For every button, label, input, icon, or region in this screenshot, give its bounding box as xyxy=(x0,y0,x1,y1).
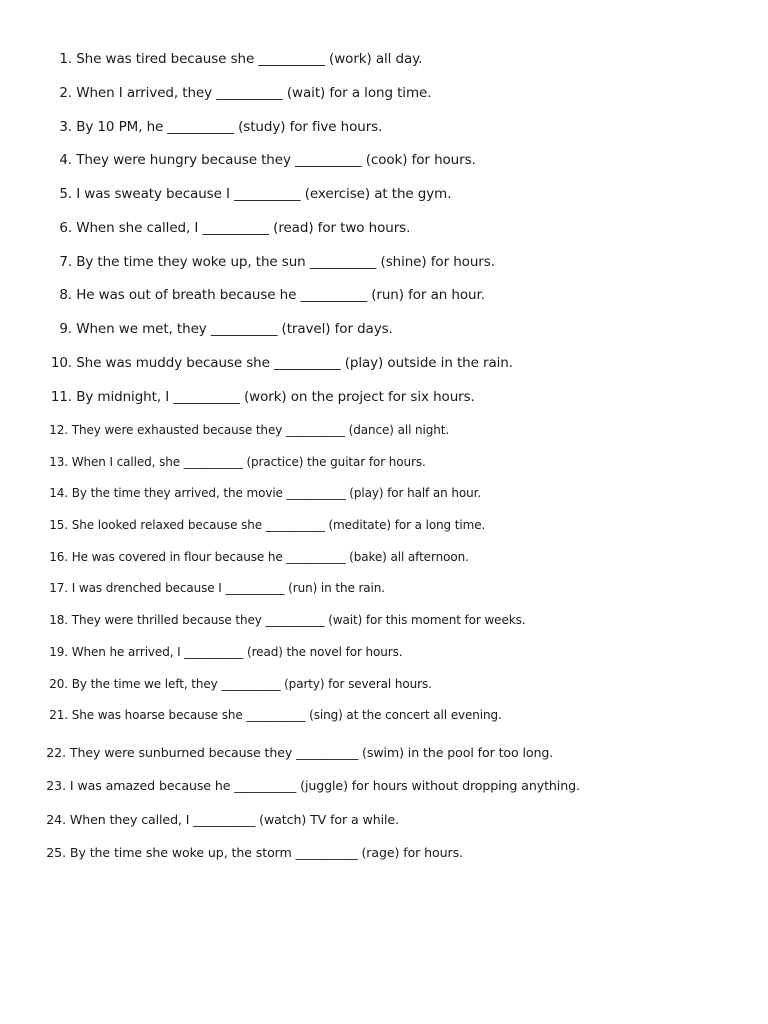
item-sentence: When I called, she __________ (practice) the guitar for hours. xyxy=(68,455,426,469)
exercise-item-19 xyxy=(42,645,403,659)
item-number: 19. xyxy=(49,645,68,659)
item-sentence: They were sunburned because they __________ (swim) in the pool for too long. xyxy=(66,745,554,760)
exercise-item-14 xyxy=(42,486,481,500)
item-number: 13. xyxy=(49,455,68,469)
exercise-item-22 xyxy=(42,745,553,760)
item-number: 4. xyxy=(59,152,72,168)
exercise-item-25 xyxy=(42,845,463,860)
exercise-item-18 xyxy=(42,613,525,627)
item-sentence: By midnight, I __________ (work) on the project for six hours. xyxy=(72,389,475,405)
item-sentence: They were hungry because they __________ (cook) for hours. xyxy=(72,152,476,168)
exercise-item-8 xyxy=(42,287,485,303)
item-number: 24. xyxy=(46,812,66,827)
exercise-item-21 xyxy=(42,708,502,722)
exercise-item-17 xyxy=(42,581,385,595)
item-number: 11. xyxy=(50,389,72,405)
item-sentence: By the time she woke up, the storm __________ (rage) for hours. xyxy=(66,845,463,860)
item-sentence: By the time they arrived, the movie __________ (play) for half an hour. xyxy=(68,486,482,500)
exercise-item-24 xyxy=(42,812,399,827)
exercise-item-12 xyxy=(42,423,449,437)
exercise-item-6 xyxy=(42,220,410,236)
item-number: 17. xyxy=(49,581,68,595)
exercise-item-13 xyxy=(42,455,426,469)
item-number: 20. xyxy=(49,677,68,691)
item-number: 8. xyxy=(59,287,72,303)
item-sentence: When they called, I __________ (watch) TV for a while. xyxy=(66,812,399,827)
item-number: 12. xyxy=(49,423,68,437)
item-sentence: I was drenched because I __________ (run) in the rain. xyxy=(68,581,385,595)
item-sentence: They were exhausted because they __________ (dance) all night. xyxy=(68,423,450,437)
exercise-item-20 xyxy=(42,677,432,691)
item-number: 23. xyxy=(46,778,66,793)
item-sentence: By the time they woke up, the sun __________ (shine) for hours. xyxy=(72,254,495,270)
item-sentence: I was sweaty because I __________ (exercise) at the gym. xyxy=(72,186,452,202)
exercise-item-16 xyxy=(42,550,469,564)
exercise-item-23 xyxy=(42,778,580,793)
item-number: 18. xyxy=(49,613,68,627)
item-number: 16. xyxy=(49,550,68,564)
item-number: 15. xyxy=(49,518,68,532)
exercise-item-7 xyxy=(42,254,495,270)
item-sentence: They were thrilled because they __________ (wait) for this moment for weeks. xyxy=(68,613,526,627)
exercise-item-9 xyxy=(42,321,393,337)
item-sentence: She was hoarse because she __________ (sing) at the concert all evening. xyxy=(68,708,502,722)
item-sentence: When I arrived, they __________ (wait) for a long time. xyxy=(72,85,432,101)
item-number: 9. xyxy=(59,321,72,337)
item-number: 1. xyxy=(59,51,72,67)
item-number: 7. xyxy=(59,254,72,270)
item-number: 2. xyxy=(59,85,72,101)
item-number: 3. xyxy=(59,119,72,135)
item-sentence: By 10 PM, he __________ (study) for five hours. xyxy=(72,119,383,135)
exercise-item-3 xyxy=(42,119,382,135)
item-sentence: He was out of breath because he __________ (run) for an hour. xyxy=(72,287,485,303)
exercise-item-2 xyxy=(42,85,431,101)
item-number: 6. xyxy=(59,220,72,236)
item-number: 25. xyxy=(46,845,66,860)
item-sentence: She was tired because she __________ (work) all day. xyxy=(72,51,423,67)
item-sentence: She looked relaxed because she __________ (meditate) for a long time. xyxy=(68,518,486,532)
item-number: 5. xyxy=(59,186,72,202)
item-sentence: I was amazed because he __________ (juggle) for hours without dropping anything. xyxy=(66,778,580,793)
item-number: 14. xyxy=(49,486,68,500)
exercise-item-15 xyxy=(42,518,485,532)
item-sentence: He was covered in flour because he __________ (bake) all afternoon. xyxy=(68,550,469,564)
item-number: 10. xyxy=(50,355,72,371)
exercise-item-11 xyxy=(42,389,475,405)
exercise-item-5 xyxy=(42,186,451,202)
exercise-item-4 xyxy=(42,152,476,168)
item-number: 22. xyxy=(46,745,66,760)
item-sentence: She was muddy because she __________ (play) outside in the rain. xyxy=(72,355,513,371)
item-sentence: When we met, they __________ (travel) for days. xyxy=(72,321,393,337)
exercise-item-1 xyxy=(42,51,422,67)
exercise-item-10 xyxy=(42,355,513,371)
item-sentence: When he arrived, I __________ (read) the novel for hours. xyxy=(68,645,403,659)
item-sentence: When she called, I __________ (read) for two hours. xyxy=(72,220,411,236)
item-number: 21. xyxy=(49,708,68,722)
item-sentence: By the time we left, they __________ (party) for several hours. xyxy=(68,677,432,691)
